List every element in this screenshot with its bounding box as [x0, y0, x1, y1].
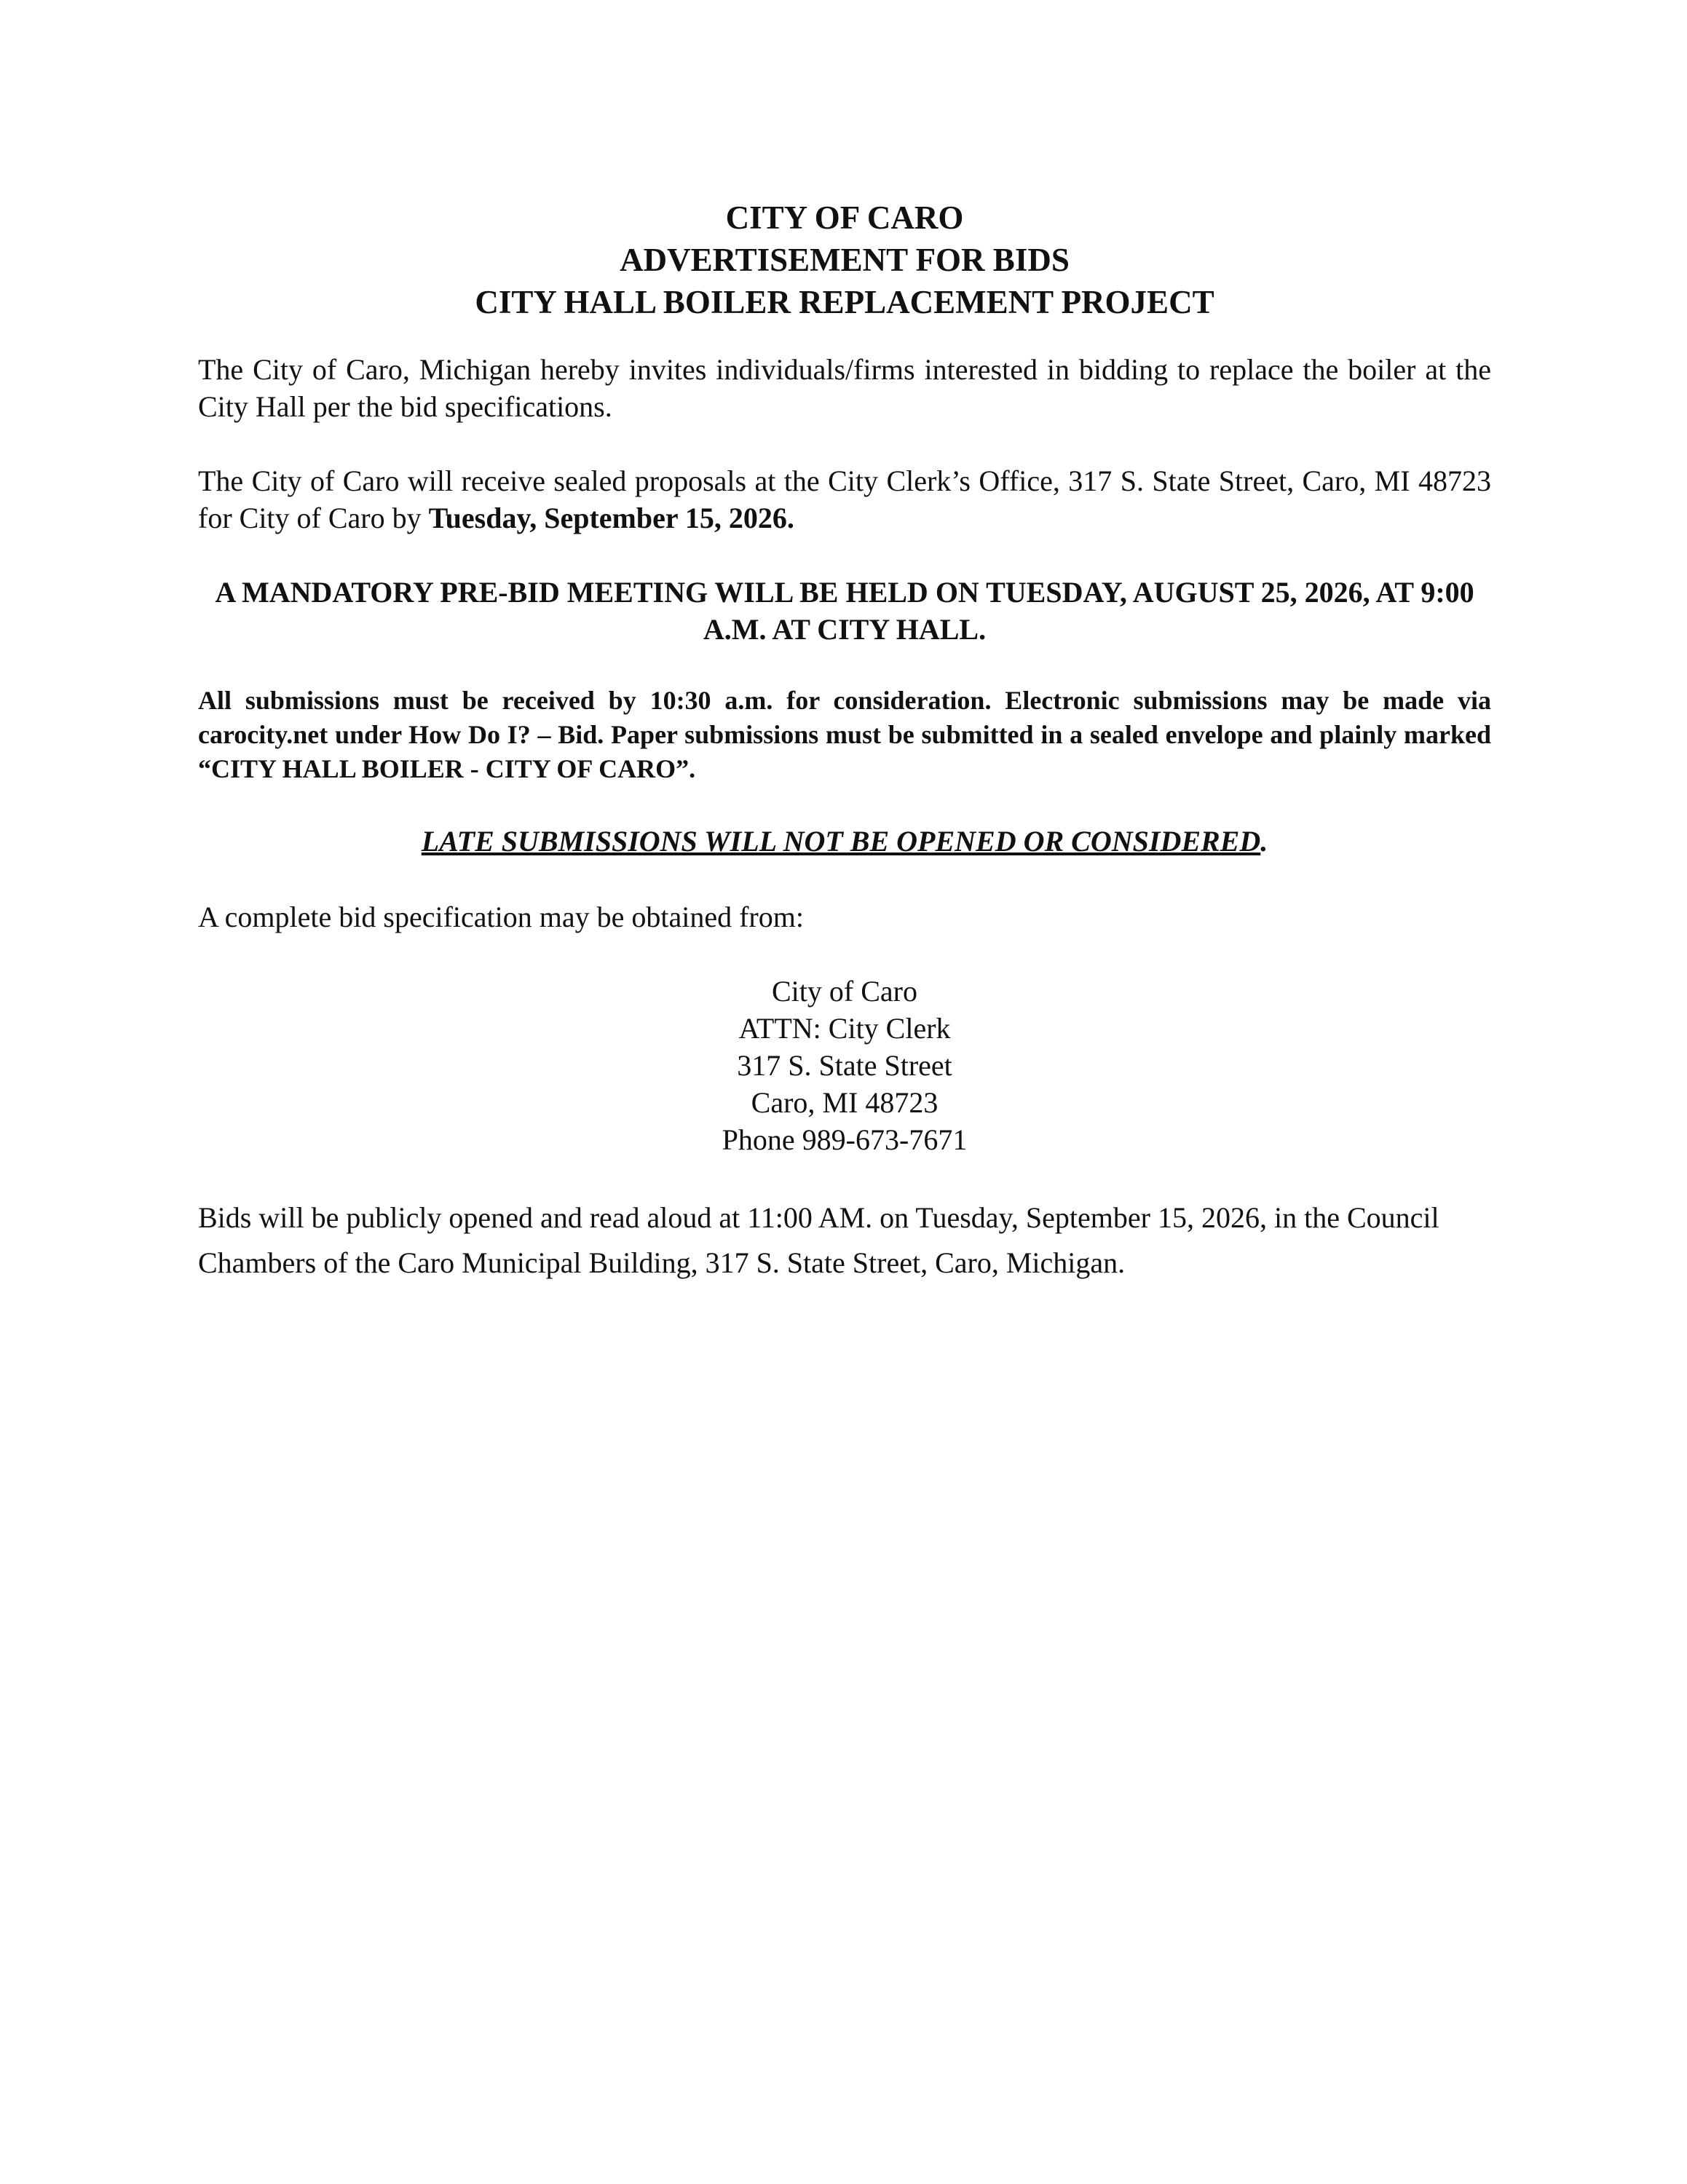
title-advertisement: ADVERTISEMENT FOR BIDS — [620, 242, 1070, 278]
address-name: City of Caro — [772, 975, 917, 1008]
intro-paragraph: The City of Caro, Michigan hereby invites individuals/firms interested in bidding to replace the boiler at the City Hall per the bid specifications. — [198, 353, 1491, 423]
proposals-paragraph — [198, 462, 1491, 537]
document-title — [198, 197, 1491, 323]
late-submissions-period: . — [1260, 825, 1268, 858]
address-attn: ATTN: City Clerk — [738, 1012, 951, 1045]
mandatory-meeting-notice: A MANDATORY PRE-BID MEETING WILL BE HELD ON TUESDAY, AUGUST 25, 2026, AT 9:00 A.M. AT CITY HALL. — [215, 576, 1474, 646]
document-body — [198, 197, 1491, 1286]
proposals-deadline: Tuesday, September 15, 2026. — [428, 502, 794, 534]
late-submissions-notice — [198, 823, 1491, 860]
bid-opening-paragraph: Bids will be publicly opened and read aloud at 11:00 AM. on Tuesday, September 15, 2026, in the Council Chambers of the Caro Municipal Building, 317 S. State Street, Caro, Michigan. — [198, 1201, 1439, 1279]
address-phone: Phone 989-673-7671 — [722, 1123, 968, 1156]
proposals-text: The City of Caro will receive sealed proposals at the City Clerk’s Office, 317 S. State Street, Caro, MI 48723 for City of Caro by — [198, 464, 1491, 534]
submissions-notice: All submissions must be received by 10:30 a.m. for consideration. Electronic submissions may be made via carocity.net under How Do I? – Bid. Paper submissions must be submitted in a sealed envelope and plainly marked “CITY HALL BOILER - CITY OF CARO”. — [198, 686, 1491, 783]
late-submissions-text: LATE SUBMISSIONS WILL NOT BE OPENED OR CONSIDERED — [421, 825, 1261, 858]
address-city: Caro, MI 48723 — [751, 1086, 939, 1119]
title-city: CITY OF CARO — [725, 199, 964, 236]
contact-address — [198, 973, 1491, 1158]
address-street: 317 S. State Street — [737, 1049, 952, 1082]
title-project: CITY HALL BOILER REPLACEMENT PROJECT — [475, 284, 1214, 320]
obtain-paragraph: A complete bid specification may be obtained from: — [198, 901, 804, 933]
